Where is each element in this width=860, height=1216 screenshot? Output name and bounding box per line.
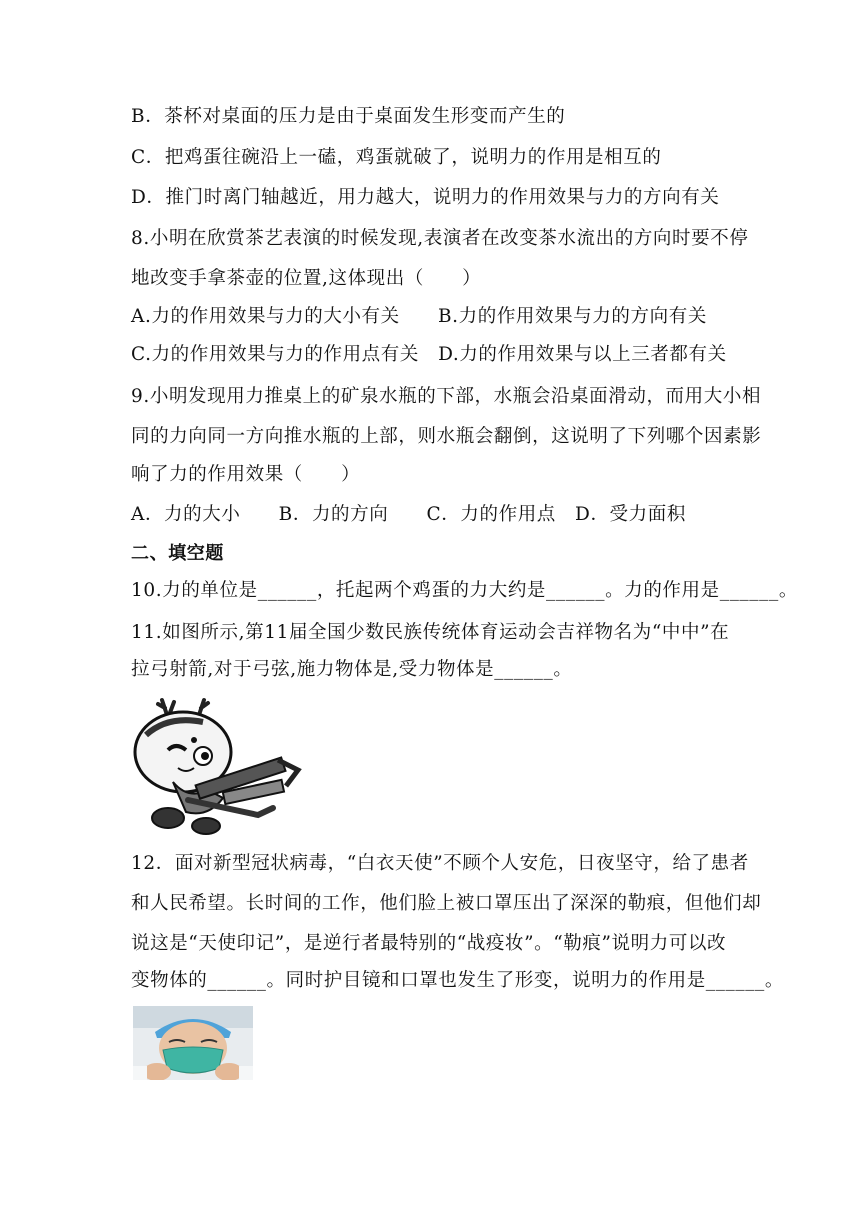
mascot-archer-image (128, 690, 303, 835)
option-b-q7: B．茶杯对桌面的压力是由于桌面发生形变而产生的 (131, 106, 566, 127)
question-9-line-3: 响了力的作用效果（ ） (131, 464, 361, 485)
question-12-line-3: 说这是“天使印记”，是逆行者最特别的“战疫妆”。“勒痕”说明力可以改 (131, 933, 727, 954)
question-11-line-1: 11.如图所示,第11届全国少数民族传统体育运动会吉祥物名为“中中”在 (131, 622, 730, 643)
section-heading: 二、填空题 (131, 543, 224, 564)
question-8-options-ab: A.力的作用效果与力的大小有关 B.力的作用效果与力的方向有关 (131, 306, 707, 327)
question-8-line-1: 8.小明在欣赏茶艺表演的时候发现,表演者在改变茶水流出的方向时要不停 (131, 228, 749, 249)
question-12-line-4: 变物体的______。同时护目镜和口罩也发生了形变，说明力的作用是______。 (131, 970, 785, 991)
question-9-options: A．力的大小 B．力的方向 C．力的作用点 D．受力面积 (131, 504, 686, 525)
medical-worker-photo (133, 1006, 253, 1080)
question-9-line-2: 同的力向同一方向推水瓶的上部，则水瓶会翻倒，这说明了下列哪个因素影 (131, 426, 762, 447)
question-8-line-2: 地改变手拿茶壶的位置,这体现出（ ） (131, 268, 482, 289)
question-8-options-cd: C.力的作用效果与力的作用点有关 D.力的作用效果与以上三者都有关 (131, 344, 727, 365)
option-d-q7: D．推门时离门轴越近，用力越大，说明力的作用效果与力的方向有关 (131, 187, 720, 208)
question-12-line-2: 和人民希望。长时间的工作，他们脸上被口罩压出了深深的勒痕，但他们却 (131, 893, 762, 914)
question-11-line-2: 拉弓射箭,对于弓弦,施力物体是,受力物体是______。 (131, 659, 573, 680)
question-12-line-1: 12．面对新型冠状病毒，“白衣天使”不顾个人安危，日夜坚守，给了患者 (131, 853, 749, 874)
option-c-q7: C．把鸡蛋往碗沿上一磕，鸡蛋就破了，说明力的作用是相互的 (131, 147, 662, 168)
question-10: 10.力的单位是______，托起两个鸡蛋的力大约是______。力的作用是______。 (131, 580, 798, 601)
question-9-line-1: 9.小明发现用力推桌上的矿泉水瓶的下部，水瓶会沿桌面滑动，而用大小相 (131, 386, 762, 407)
